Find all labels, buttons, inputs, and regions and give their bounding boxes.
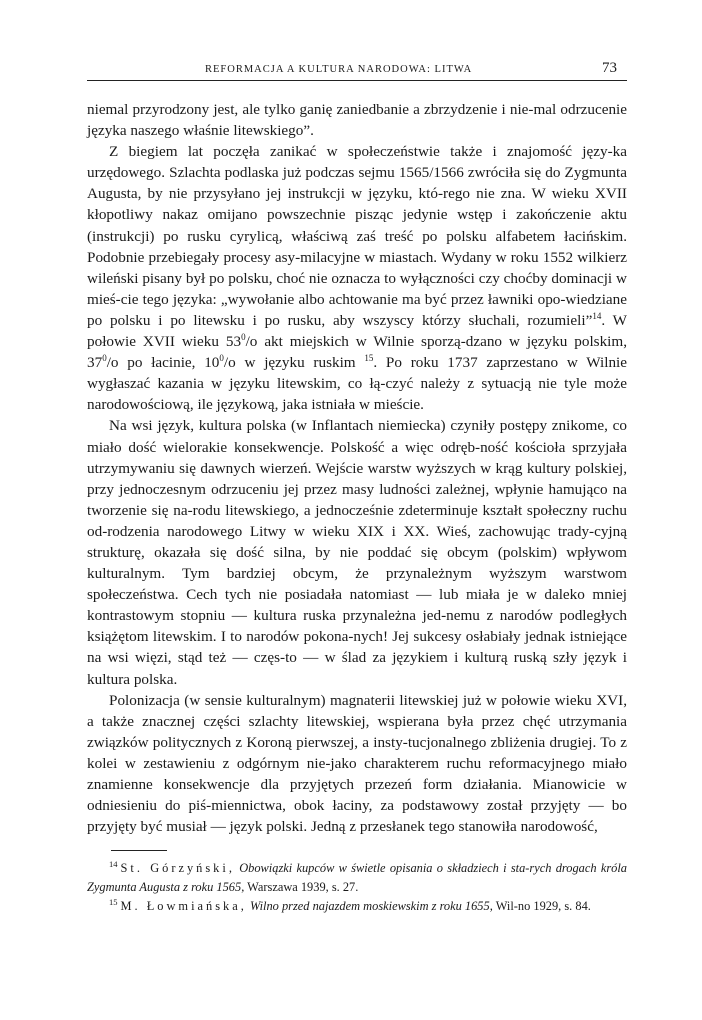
footnote-publication: Wil-no 1929, s. 84. [495, 899, 591, 914]
paragraph [87, 141, 627, 415]
footnote-title: Wilno przed najazdem moskiewskim z roku 1655, [249, 899, 493, 914]
body-text [87, 99, 627, 837]
percent-superscript: 0 [241, 331, 246, 342]
paragraph-text: Na wsi język, kultura polska (w Inflantach niemiecka) czyniły postępy znikome, co miało dość wielorakie konsekwencje. Polskość a więc odręb-ność kościoła sprzyjała utrzymywaniu się dawnych wierzeń. Wejście warstw wyższych w krąg kultury polskiej, przy jednoczesnym odrzuceniu jej przez masy ludności zależnej, wpłynie hamująco na tworzenie się na-rodu litewskiego, a jednocześnie zdeterminuje kształt społeczny ruchu od-rodzenia narodowego Litwy w wieku XIX i XX. Wieś, zachowując trady-cyjną strukturę, okazała się dość silna, by nie poddać się obcym (polskim) wpływom kulturalnym. Tym bardziej obcym, że przynależnym wyższym warstwom społeczeństwa. Cech tych nie posiadała natomiast — lub miała je w daleko mniej kontrastowym stopniu — kultura ruska przynależna jed-nemu z narodów podległych książętom litewskim. I to narodów pokona-nych! Jej sukcesy osłabiały jednak istniejące na wsi więzi, stąd też — częs-to — w ślad za językiem i kulturą ruską szły język i kultura polska. [87, 417, 627, 688]
running-title: REFORMACJA A KULTURA NARODOWA: LITWA [205, 64, 473, 75]
footnote-number: 14 [109, 859, 118, 870]
percent-superscript: 0 [219, 353, 224, 364]
paragraph [87, 690, 627, 838]
paragraph-text: /o w języku ruskim [223, 354, 356, 372]
paragraph-text: . Po roku 1737 zaprzestano w Wilnie wygłaszać kazania w języku litewskim, co łą-czyć należy z sytuacją nie tyle może narodowościową, ile językową, jaka istniała w mieście. [87, 354, 627, 414]
percent-superscript: 0 [102, 353, 107, 364]
paragraph [87, 415, 627, 689]
footnote-reference: 15 [364, 353, 374, 364]
paragraph-text: niemal przyrodzony jest, ale tylko ganię zaniedbanie a zbrzydzenie i nie-mal odrzucenie języka naszego właśnie litewskiego”. [87, 101, 627, 140]
footnote-separator [111, 850, 167, 851]
paragraph-text: /o akt miejskich w Wilnie sporzą-dzano w języku polskim, 37 [87, 333, 627, 372]
footnote-publication: Warszawa 1939, s. 27. [247, 880, 359, 895]
paragraph-text: /o po łacinie, 10 [106, 354, 220, 372]
paragraph-continued [87, 99, 627, 141]
footnote-title: Obowiązki kupców w świetle opisania o składziech i sta-rych drogach króla Zygmunta Augusta z roku 1565, [87, 861, 627, 895]
footnote-15 [87, 897, 627, 916]
paragraph-text: Polonizacja (w sensie kulturalnym) magnaterii litewskiej już w połowie wieku XVI, a także znacznej części szlachty litewskiej, wspierana była przez chęć utrzymania związków politycznych z Koroną pierwszej, a insty-tucjonalnego zbliżenia drugiej. To z kolei w zestawieniu z odgórnym nie-jako charakterem ruchu reformacyjnego miało znamienne konsekwencje dla przyjętych przezeń form działania. Mianowicie w odniesieniu do piś-miennictwa, obok łaciny, za podstawowy został przyjęty — bo przyjęty być musiał — język polski. Jedną z przesłanek tego stanowiła narodowość, [87, 691, 627, 836]
paragraph-text: Z biegiem lat poczęła zanikać w społeczeństwie także i znajomość języ-ka urzędowego. Szlachta podlaska już podczas sejmu 1565/1566 zwróciła się do Zygmunta Augusta, by nie przysyłano jej instrukcji w języku, któ-rego nie zna. W wieku XVII kłopotliwy nakaz omijano powszechnie pisząc jedynie wstęp i zakończenie aktu (instrukcji) po rusku cyrylicą, właściwą zaś treść po polsku alfabetem łacińskim. Podobnie przebiegały procesy asy-milacyjne w miastach. Wydany w roku 1552 wilkierz wileński pisany był po polsku, choć nie oznacza to wyłączności czy choćby dominacji w mieś-cie tego języka: „wywołanie albo achtowanie ma być przez ławniki opo-wiedziane po polsku i po litewsku i po rusku, aby wszyscy którzy słuchali, rozumieli” [87, 143, 627, 329]
book-page [87, 58, 627, 916]
footnote-number: 15 [109, 897, 118, 908]
footnote-reference: 14 [592, 310, 602, 321]
page-number: 73 [602, 60, 617, 76]
footnote-author: M. Łowmiańska, [120, 899, 247, 914]
footnote-author: St. Górzyński, [120, 861, 235, 876]
paragraph-text: . W połowie XVII wieku 53 [87, 311, 627, 351]
footnotes [87, 859, 627, 916]
running-head [87, 58, 627, 81]
footnote-14 [87, 859, 627, 897]
